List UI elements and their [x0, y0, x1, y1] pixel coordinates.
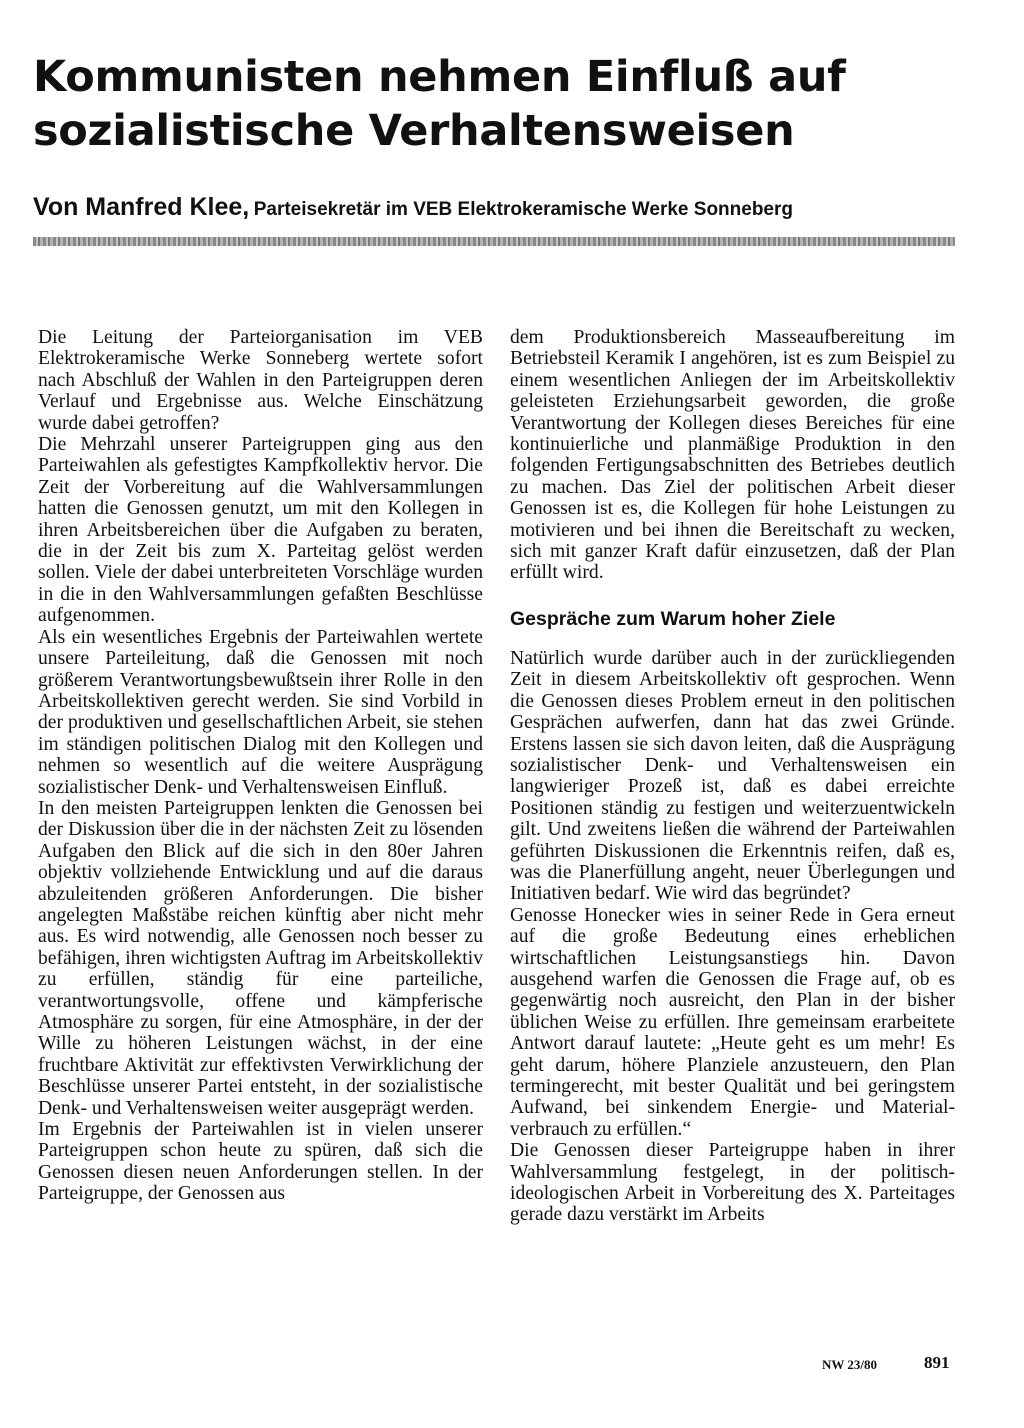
paragraph: Natürlich wurde darüber auch in der zurückliegenden Zeit in diesem Arbeitskollektiv oft gesprochen. Wenn die Genossen dieses Problem erneut in den politischen Gesprächen aufwerfen, dann hat das zwei Gründe. Erstens lassen sie sich davon leiten, daß die Ausprägung sozialistischer Denk- und Verhaltensweisen ein langwieriger Prozeß ist, daß es dabei erreichte Positionen ständig zu festigen und weiterzuentwickeln gilt. Und zweitens ließen die während der Parteiwahlen geführten Diskussionen die Erkenntnis reifen, daß es, was die Planerfüllung angeht, neuer Überlegungen und Initiativen bedarf. Wie wird das begründet? [510, 647, 955, 905]
byline-role: Parteisekretär im VEB Elektrokeramische Werke Sonneberg [253, 199, 793, 220]
decorative-rule [33, 237, 955, 246]
paragraph: Genosse Honecker wies in seiner Rede in Gera erneut auf die große Bedeutung eines erheblichen wirtschaftlichen Leistungsanstiegs hin. Davon ausgehend warfen die Genossen die Frage auf, ob es gegenwärtig noch ausreicht, den Plan in der bisher üblichen Weise zu erfüllen. Ihre gemeinsam erarbeitete Antwort darauf lautete: „Heute geht es um mehr! Es geht darum, höhere Planziele anzusteuern, den Plan termingerecht, mit bester Qualität und bei geringstem Aufwand, bei sinkendem Energie- und Materialverbrauch zu erfüllen.“ [510, 904, 955, 1140]
paragraph: Die Genossen dieser Parteigruppe haben in ihrer Wahlversammlung festgelegt, in der politisch-ideologischen Arbeit in Vorbereitung des X. Parteitages gerade dazu verstärkt im Arbeits [510, 1140, 955, 1226]
section-subheading: Gespräche zum Warum hoher Ziele [510, 607, 836, 630]
issue-label: NW 23/80 [822, 1357, 878, 1372]
paragraph: Im Ergebnis der Parteiwahlen ist in vielen unserer Parteigruppen schon heute zu spüren, daß sich die Genossen diesen neuen Anforderungen stellen. In der Parteigruppe, der Genossen aus [38, 1119, 483, 1205]
paragraph: Die Mehrzahl unserer Parteigruppen ging aus den Parteiwahlen als gefestigtes Kampfkollektiv hervor. Die Zeit der Vorbereitung auf die Wahlversammlungen hatten die Genossen genutzt, um mit den Kollegen in ihren Arbeitsbereichen über die Aufgaben zu beraten, die in der Zeit bis zum X. Parteitag gelöst werden sollen. Viele der dabei unterbreiteten Vorschläge wurden in die in den Wahlversammlungen gefaßten Beschlüsse aufgenommen. [38, 434, 483, 627]
left-column [38, 327, 483, 1205]
paragraph: dem Produktionsbereich Masseaufbereitung im Betriebsteil Keramik I angehören, ist es zum Beispiel zu einem wesentlichen Anliegen der im Arbeitskollektiv geleisteten Erziehungsarbeit geworden, die große Verantwortung der Kollegen dieses Bereiches für eine kontinuierliche und planmäßige Produktion in den folgenden Fertigungsabschnitten des Betriebes deutlich zu machen. Das Ziel der politischen Arbeit dieser Genossen ist es, die Kollegen für hohe Leistungen zu motivieren und bei ihnen die Bereitschaft zu wecken, sich mit ganzer Kraft dafür einzusetzen, daß der Plan erfüllt wird. [510, 327, 955, 584]
paragraph: Als ein wesentliches Ergebnis der Parteiwahlen wertete unsere Parteileitung, daß die Genossen mit noch größerem Verantwortungsbewußtsein ihrer Rolle in den Arbeitskollektiven gerecht werden. Sie sind Vorbild in der produktiven und gesellschaftlichen Arbeit, sie stehen im ständigen politischen Dialog mit den Kollegen und nehmen so wesentlich auf die weitere Ausprägung sozialistischer Denk- und Verhaltensweisen Einfluß. [38, 626, 483, 798]
page-number: 891 [924, 1353, 950, 1372]
headline-line-2: sozialistische Verhaltensweisen [33, 106, 795, 156]
byline-author: Von Manfred Klee, [33, 193, 250, 221]
right-column [510, 327, 955, 1226]
byline [33, 193, 993, 222]
paragraph: In den meisten Parteigruppen lenkten die Genossen bei der Diskussion über die in der nächsten Zeit zu lösenden Aufgaben den Blick auf die sich in den 80er Jahren objektiv vollziehende Entwicklung und auf die daraus abzuleitenden größeren Anforderungen. Die bisher angelegten Maßstäbe reichen künftig aber nicht mehr aus. Es wird notwendig, alle Genossen noch besser zu befähigen, ihren wichtigsten Auftrag im Arbeitskollektiv zu erfüllen, ständig für eine parteiliche, verantwortungsvolle, offene und kämpferische Atmosphäre zu sorgen, für eine Atmosphäre, in der der Wille zu höheren Leistungen wächst, in der eine fruchtbare Aktivität zur effektivsten Verwirklichung der Beschlüsse unserer Partei entsteht, in der sozialistische Denk- und Verhaltensweisen weiter ausgeprägt werden. [38, 797, 483, 1119]
paragraph: Die Leitung der Parteiorganisation im VEB Elektrokeramische Werke Sonneberg wertete sofort nach Abschluß der Wahlen in den Parteigruppen deren Verlauf und Ergebnisse aus. Welche Einschätzung wurde dabei getroffen? [38, 327, 483, 434]
headline [33, 50, 933, 158]
headline-line-1: Kommunisten nehmen Einfluß auf [33, 52, 846, 102]
